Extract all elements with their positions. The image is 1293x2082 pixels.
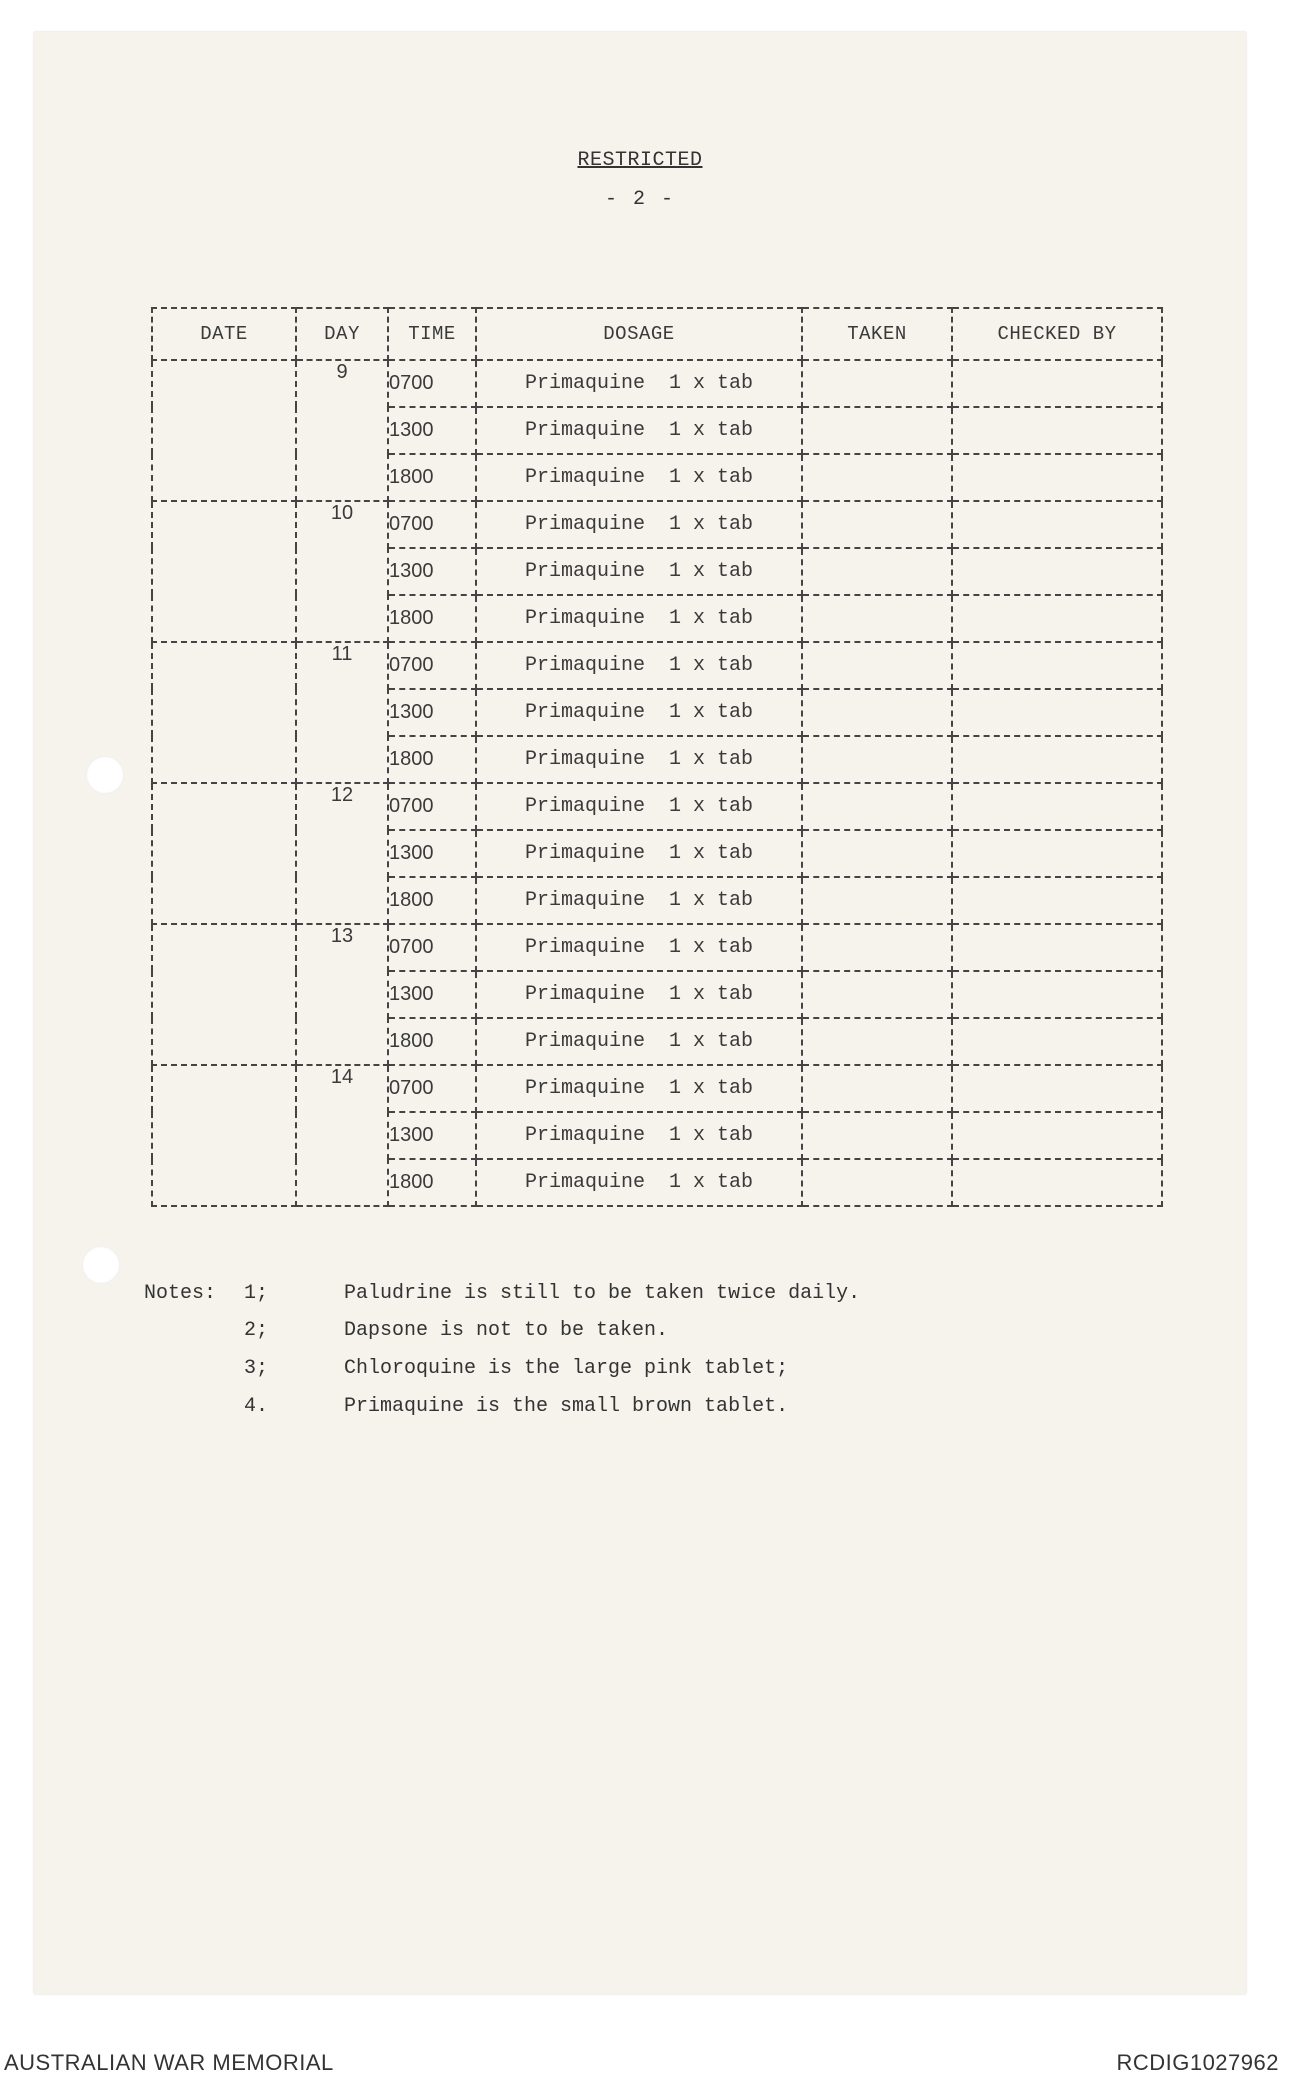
time-cell: 0700 (388, 642, 476, 689)
taken-cell (802, 1112, 952, 1159)
note-number: 4. (244, 1395, 269, 1418)
time-cell: 0700 (388, 783, 476, 830)
checked-by-cell (952, 1112, 1162, 1159)
taken-cell (802, 1018, 952, 1065)
column-header-day: DAY (296, 308, 388, 360)
dosage-cell: Primaquine 1 x tab (476, 877, 802, 924)
checked-by-cell (952, 1018, 1162, 1065)
checked-by-cell (952, 595, 1162, 642)
dosage-cell: Primaquine 1 x tab (476, 548, 802, 595)
day-cell: 11 (296, 642, 388, 783)
date-cell (152, 783, 296, 924)
time-cell: 1800 (388, 1018, 476, 1065)
time-cell: 1300 (388, 548, 476, 595)
notes-label: Notes: (144, 1282, 217, 1305)
archive-credit: AUSTRALIAN WAR MEMORIAL (4, 2050, 334, 2075)
day-cell: 12 (296, 783, 388, 924)
classification-heading: RESTRICTED (577, 149, 703, 172)
table-row (152, 783, 1162, 830)
dosage-cell: Primaquine 1 x tab (476, 924, 802, 971)
time-cell: 1300 (388, 407, 476, 454)
dosage-cell: Primaquine 1 x tab (476, 689, 802, 736)
column-header-time: TIME (388, 308, 476, 360)
taken-cell (802, 689, 952, 736)
taken-cell (802, 1159, 952, 1206)
dosage-cell: Primaquine 1 x tab (476, 501, 802, 548)
table-row (152, 1065, 1162, 1112)
checked-by-cell (952, 548, 1162, 595)
table-row (152, 501, 1162, 548)
dosage-cell: Primaquine 1 x tab (476, 360, 802, 407)
checked-by-cell (952, 877, 1162, 924)
time-cell: 0700 (388, 501, 476, 548)
dosage-cell: Primaquine 1 x tab (476, 1112, 802, 1159)
table-row (152, 642, 1162, 689)
page-number: - 2 - (604, 188, 675, 211)
column-header-date: DATE (152, 308, 296, 360)
date-cell (152, 360, 296, 501)
taken-cell (802, 501, 952, 548)
time-cell: 0700 (388, 924, 476, 971)
dosage-cell: Primaquine 1 x tab (476, 783, 802, 830)
note-number: 1; (244, 1282, 269, 1305)
checked-by-cell (952, 454, 1162, 501)
taken-cell (802, 407, 952, 454)
time-cell: 1800 (388, 595, 476, 642)
checked-by-cell (952, 689, 1162, 736)
checked-by-cell (952, 736, 1162, 783)
date-cell (152, 924, 296, 1065)
note-text: Paludrine is still to be taken twice daily. (344, 1282, 861, 1305)
taken-cell (802, 642, 952, 689)
column-header-checked-by: CHECKED BY (952, 308, 1162, 360)
taken-cell (802, 360, 952, 407)
time-cell: 0700 (388, 1065, 476, 1112)
time-cell: 1800 (388, 877, 476, 924)
column-header-dosage: DOSAGE (476, 308, 802, 360)
column-header-taken: TAKEN (802, 308, 952, 360)
archive-reference-id: RCDIG1027962 (1116, 2050, 1279, 2075)
table-row (152, 924, 1162, 971)
taken-cell (802, 548, 952, 595)
taken-cell (802, 783, 952, 830)
checked-by-cell (952, 501, 1162, 548)
day-cell: 10 (296, 501, 388, 642)
table-body (152, 360, 1162, 1206)
date-cell (152, 501, 296, 642)
dosage-cell: Primaquine 1 x tab (476, 830, 802, 877)
note-text: Dapsone is not to be taken. (344, 1319, 669, 1342)
table-row (152, 360, 1162, 407)
checked-by-cell (952, 360, 1162, 407)
checked-by-cell (952, 407, 1162, 454)
note-text: Primaquine is the small brown tablet. (344, 1395, 789, 1418)
time-cell: 1800 (388, 736, 476, 783)
checked-by-cell (952, 924, 1162, 971)
checked-by-cell (952, 971, 1162, 1018)
date-cell (152, 642, 296, 783)
dosage-cell: Primaquine 1 x tab (476, 454, 802, 501)
taken-cell (802, 877, 952, 924)
taken-cell (802, 830, 952, 877)
dosage-cell: Primaquine 1 x tab (476, 1065, 802, 1112)
day-cell: 13 (296, 924, 388, 1065)
time-cell: 1300 (388, 971, 476, 1018)
checked-by-cell (952, 830, 1162, 877)
checked-by-cell (952, 1159, 1162, 1206)
dosage-cell: Primaquine 1 x tab (476, 1018, 802, 1065)
time-cell: 1800 (388, 1159, 476, 1206)
taken-cell (802, 971, 952, 1018)
checked-by-cell (952, 1065, 1162, 1112)
checked-by-cell (952, 642, 1162, 689)
note-number: 3; (244, 1357, 269, 1380)
note-number: 2; (244, 1319, 269, 1342)
day-cell: 14 (296, 1065, 388, 1206)
dosage-cell: Primaquine 1 x tab (476, 736, 802, 783)
date-cell (152, 1065, 296, 1206)
day-cell: 9 (296, 360, 388, 501)
taken-cell (802, 1065, 952, 1112)
time-cell: 0700 (388, 360, 476, 407)
dosage-cell: Primaquine 1 x tab (476, 595, 802, 642)
dosage-cell: Primaquine 1 x tab (476, 971, 802, 1018)
dosage-cell: Primaquine 1 x tab (476, 642, 802, 689)
punch-hole-bottom (82, 1246, 120, 1284)
table-header-row (152, 308, 1162, 360)
time-cell: 1300 (388, 1112, 476, 1159)
checked-by-cell (952, 783, 1162, 830)
time-cell: 1300 (388, 830, 476, 877)
taken-cell (802, 595, 952, 642)
dosage-cell: Primaquine 1 x tab (476, 1159, 802, 1206)
time-cell: 1300 (388, 689, 476, 736)
dosage-cell: Primaquine 1 x tab (476, 407, 802, 454)
dosage-schedule-table (151, 307, 1163, 1207)
taken-cell (802, 736, 952, 783)
time-cell: 1800 (388, 454, 476, 501)
document-page (34, 32, 1246, 1994)
punch-hole-top (86, 756, 124, 794)
taken-cell (802, 924, 952, 971)
taken-cell (802, 454, 952, 501)
note-text: Chloroquine is the large pink tablet; (344, 1357, 789, 1380)
